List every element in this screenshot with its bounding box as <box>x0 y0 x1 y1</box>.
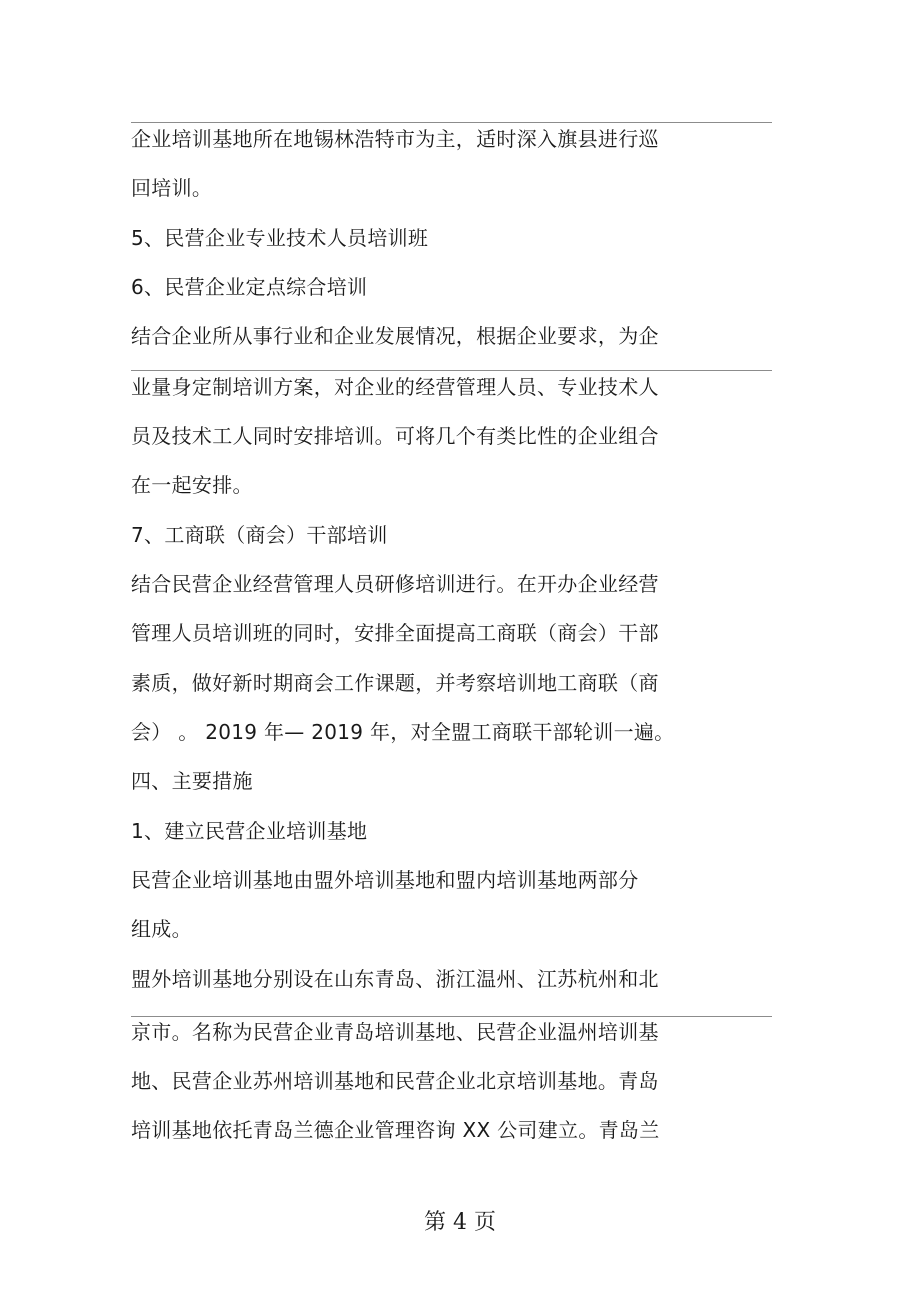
text-line: 员及技术工人同时安排培训。可将几个有类比性的企业组合 <box>131 424 659 448</box>
text-line: 素质，做好新时期商会工作课题，并考察培训地工商联（商 <box>131 671 659 695</box>
text-line: 在一起安排。 <box>131 473 253 497</box>
text-line: 结合企业所从事行业和企业发展情况，根据企业要求，为企 <box>131 324 659 348</box>
text-line: 业量身定制培训方案，对企业的经营管理人员、专业技术人 <box>131 375 659 399</box>
text-line: 民营企业培训基地由盟外培训基地和盟内培训基地两部分 <box>131 868 639 892</box>
horizontal-rule <box>131 370 772 371</box>
text-line: 会） 。 2019 年— 2019 年，对全盟工商联干部轮训一遍。 <box>131 720 675 744</box>
list-heading: 7、工商联（商会）干部培训 <box>131 523 388 547</box>
text-line: 培训基地依托青岛兰德企业管理咨询 XX 公司建立。青岛兰 <box>131 1118 660 1142</box>
text-line: 盟外培训基地分别设在山东青岛、浙江温州、江苏杭州和北 <box>131 967 659 991</box>
list-heading: 6、民营企业定点综合培训 <box>131 275 368 299</box>
horizontal-rule <box>131 1016 772 1017</box>
horizontal-rule <box>131 122 772 123</box>
text-line: 回培训。 <box>131 176 213 200</box>
text-line: 结合民营企业经营管理人员研修培训进行。在开办企业经营 <box>131 572 659 596</box>
text-line: 组成。 <box>131 917 192 941</box>
text-line: 京市。名称为民营企业青岛培训基地、民营企业温州培训基 <box>131 1020 659 1044</box>
page-number: 第 4 页 <box>424 1210 496 1235</box>
text-line: 管理人员培训班的同时，安排全面提高工商联（商会）干部 <box>131 621 659 645</box>
text-line: 地、民营企业苏州培训基地和民营企业北京培训基地。青岛 <box>131 1069 659 1093</box>
list-heading: 1、建立民营企业培训基地 <box>131 819 368 843</box>
text-line: 企业培训基地所在地锡林浩特市为主，适时深入旗县进行巡 <box>131 127 659 151</box>
list-heading: 5、民营企业专业技术人员培训班 <box>131 226 429 250</box>
section-heading: 四、主要措施 <box>131 769 253 793</box>
